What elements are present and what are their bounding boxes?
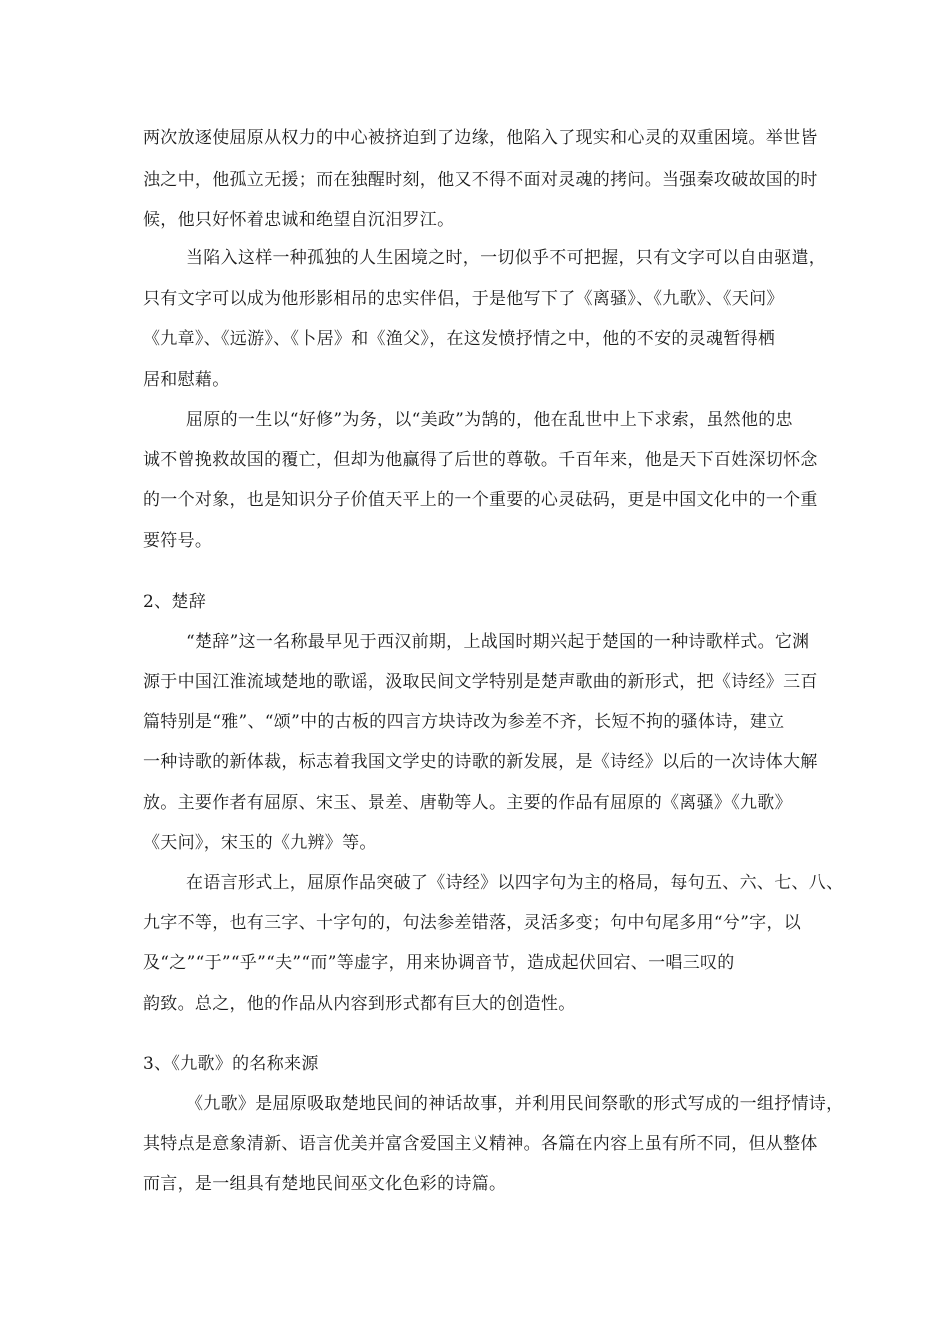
text-line: 九字不等，也有三字、十字句的，句法参差错落，灵活多变；句中句尾多用“兮”字，以 <box>143 913 802 933</box>
text-line: 及“之”“于”“乎”“夫”“而”等虚字，用来协调音节，造成起伏回宕、一唱三叹的 <box>143 953 735 973</box>
text-line: 放。主要作者有屈原、宋玉、景差、唐勒等人。主要的作品有屈原的《离骚》《九歌》 <box>143 793 792 813</box>
text-line: 要符号。 <box>143 531 213 551</box>
text-line: 源于中国江淮流域楚地的歌谣，汲取民间文学特别是楚声歌曲的新形式，把《诗经》三百 <box>143 672 818 692</box>
text-line: 《天问》，宋玉的《九辨》等。 <box>143 833 377 853</box>
text-line: 只有文字可以成为他形影相吊的忠实伴侣，于是他写下了《离骚》、《九歌》、《天问》 <box>143 289 784 309</box>
text-line: 的一个对象，也是知识分子价值天平上的一个重要的心灵砝码，更是中国文化中的一个重 <box>143 490 818 510</box>
text-line: 韵致。总之，他的作品从内容到形式都有巨大的创造性。 <box>143 994 576 1014</box>
text-line: 屈原的一生以“好修”为务，以“美政”为鹄的，他在乱世中上下求索，虽然他的忠 <box>186 410 793 430</box>
text-line: “楚辞”这一名称最早见于西汉前期，上战国时期兴起于楚国的一种诗歌样式。它渊 <box>186 632 810 652</box>
text-line: 而言，是一组具有楚地民间巫文化色彩的诗篇。 <box>143 1174 507 1194</box>
text-line: 居和慰藉。 <box>143 370 230 390</box>
text-line: 诚不曾挽救故国的覆亡，但却为他赢得了后世的尊敬。千百年来，他是天下百姓深切怀念 <box>143 450 818 470</box>
text-line: 在语言形式上，屈原作品突破了《诗经》以四字句为主的格局，每句五、六、七、八、 <box>186 873 844 893</box>
text-line: 《九章》、《远游》、《卜居》和《渔父》，在这发愤抒情之中，他的不安的灵魂暂得栖 <box>143 329 776 349</box>
text-line: 其特点是意象清新、语言优美并富含爱国主义精神。各篇在内容上虽有所不同，但从整体 <box>143 1134 818 1154</box>
section-heading: 2、楚辞 <box>143 592 207 612</box>
text-line: 两次放逐使屈原从权力的中心被挤迫到了边缘，他陷入了现实和心灵的双重困境。举世皆 <box>143 128 818 148</box>
text-line: 一种诗歌的新体裁，标志着我国文学史的诗歌的新发展，是《诗经》以后的一次诗体大解 <box>143 752 818 772</box>
text-line: 候，他只好怀着忠诚和绝望自沉汨罗江。 <box>143 210 455 230</box>
text-line: 浊之中，他孤立无援；而在独醒时刻，他又不得不面对灵魂的拷问。当强秦攻破故国的时 <box>143 170 818 190</box>
text-line: 当陷入这样一种孤独的人生困境之时，一切似乎不可把握，只有文字可以自由驱遣， <box>186 248 827 268</box>
text-line: 篇特别是“雅”、“颂”中的古板的四言方块诗改为参差不齐，长短不拘的骚体诗，建立 <box>143 712 785 732</box>
text-line: 《九歌》是屈原吸取楚地民间的神话故事，并利用民间祭歌的形式写成的一组抒情诗， <box>186 1094 844 1114</box>
section-heading: 3、《九歌》的名称来源 <box>143 1054 319 1074</box>
